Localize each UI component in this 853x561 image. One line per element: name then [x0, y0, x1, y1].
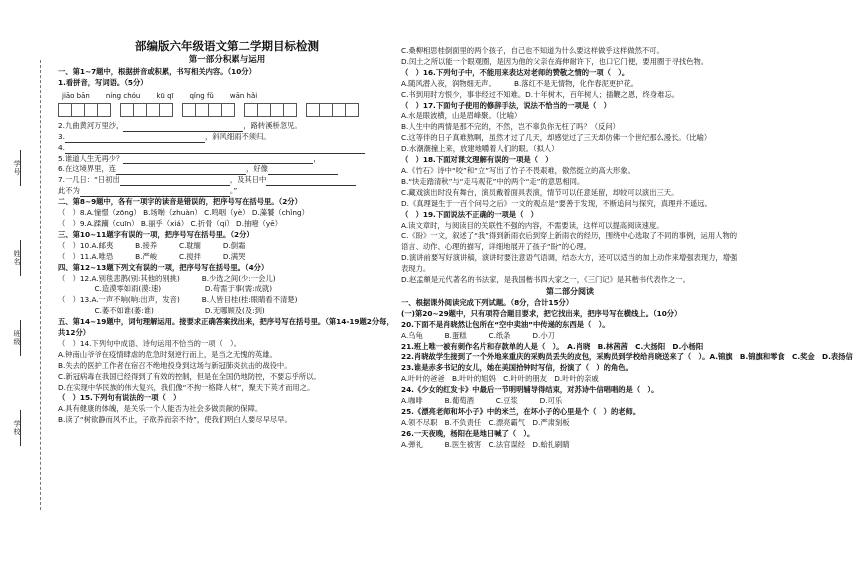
pinyin-item: níng chóu [105, 91, 141, 100]
question-19-e: D.赵孟頫是元代著名的书法家，是我国楷书四大家之一，《三门记》是其楷书代表作之一。 [401, 275, 690, 285]
question-15-c: C.桑柳相思桂倒面里的两个孩子，自己也不知道为什么要这样做乎这样做然不可。 [401, 46, 664, 55]
cut-line [40, 60, 41, 510]
question-17: （ ）17.下面句子使用的修辞手法，说法不恰当的一项是（ ） [401, 100, 611, 110]
class-field[interactable] [20, 320, 21, 356]
question-4: 4. [58, 143, 396, 154]
question-14-b: B.失去的医护工作者在宿召不绝地投身到这场与新冠肺炎抗击的战役中。 [58, 360, 292, 370]
question-5: 5.谁道人生无再少？ ， [58, 153, 321, 163]
pinyin-row [58, 91, 396, 101]
question-23: 23.谁是赤多书记的女儿，她在美国拾钟时写信，扮演了（ ）的角色。 [401, 363, 633, 373]
question-23-options: A.叶叶的爸爸 B.叶叶的姐妈 C.叶叶的朋友 D.叶叶的亲戚 [401, 374, 599, 384]
question-17-b: B.人生中的两情是那不完的，不然，岂不辜负你无枉了吗？（反问） [401, 122, 620, 132]
question-16-cd: C.书到用时方恨少，事非经过不知难。D.十年树木，百年树人；插鞭之恩，终身难忘。 [401, 89, 680, 99]
section-4-heading: 四、第12~13题下列文有误的一项，把序号写在括号里。（4分） [58, 262, 269, 272]
question-7-cont: 此不为 。” [58, 186, 238, 196]
question-19-d: D.演讲前要写好演讲稿，演讲时要注意语气语调，结态大方，还可以适当的加上动作来增强表现力，增强表现力。 [401, 253, 738, 274]
question-3: 3. ，斜风细雨不须归。 [58, 131, 271, 141]
right-column [401, 46, 853, 451]
question-18-d: D.《真理诞生于一百个问号之后》一文的观点是“要善于发现，不断追问与探究，真理并不遥远。 [401, 198, 712, 208]
question-17-c: C.这等伴的日子真难熬啊，虽然才过了几天，却感觉过了三天却仿佛一个世纪那么漫长。（比喻） [401, 133, 712, 143]
student-number-label: 学号 [13, 160, 21, 176]
question-14: （ ）14.下列句中成语、诗句运用不恰当的一项（ ）。 [58, 338, 242, 348]
question-17-d: D.水潮潮撞上来，放建地嚼着人们的眼。（拟人） [401, 144, 559, 154]
question-26-options: A.弹礼 B.医生被害 C.法官谋经 D.蛤扎刷睛 [401, 439, 570, 449]
question-15-a: A.具有健康的体魄，是关乐一个人能否为社会多做贡献的保障。 [58, 404, 263, 414]
question-18-a: A.《竹石》诗中“咬”和“立”写出了竹子不畏艰难，傲然挺立的高大形象。 [401, 165, 635, 175]
question-18: （ ）18.下面对课文理解有误的一项是（ ） [401, 155, 553, 165]
question-24-options: A.咖啡 B.葡萄酒 C.豆浆 D.可乐 [401, 396, 563, 406]
question-12-cont: C.造漠零如雨(漠:速) D.苟需于事(需:成就) [58, 284, 273, 294]
part2-title: 第二部分阅读 [546, 286, 594, 296]
question-16: （ ）16.下列句子中，不能用来表达对老师的赞敬之情的一项（ ）。 [401, 67, 630, 77]
pinyin-item: jiāo bān [62, 91, 90, 100]
reading-heading: 一、根据课外阅读完成下列试题。（8分，合计15分） [401, 297, 574, 307]
section-1-heading: 一、第1~7题中，根据拼音或积累，书写相关内容。（10分） [58, 67, 256, 76]
question-20-options: A.乌龟 B.蛋糕 C.纸条 D.小刀 [401, 330, 555, 340]
student-number-field[interactable] [20, 150, 21, 186]
question-21: 21.班上唯一被有刺作名片和存款单的人是（ ）。 A.肖晓 B.林茜茜 C.大扬阳 D.小杨阳 [401, 341, 704, 351]
question-25: 25.《漂亮老师和坏小子》中的米兰，在坏小子的心里是个（ ）的老师。 [401, 407, 641, 416]
character-grid[interactable] [58, 103, 396, 117]
question-17-a: A.水是眼波横，山是眉峰聚。（比喻） [401, 111, 522, 121]
school-field[interactable] [20, 410, 21, 446]
pinyin-item: kū qī [156, 91, 174, 100]
question-13: （ ）13.A.一声不响(响:出声，发音) B.人皆目桂(桂:眼睛看不清楚) [58, 295, 298, 305]
question-12: （ ）12.A.别毯悲鹊(别:其他的别挑) B.少选之间(少:一会儿) [58, 273, 276, 283]
question-19-a: A.读文章时，与阅读目的关联性不强的内容，不需要读，这样可以提高阅读速度。 [401, 220, 664, 230]
question-18-b: B.“快走踏清秋”与“走马观花”中的两个“走”的意思相同。 [401, 176, 585, 186]
question-20: 20.下面不是肖晓然让包所在“空中卖油”中传递的东西是（ ）。 [401, 319, 610, 329]
question-14-d: D.在实现中华民族的伟大复兴，我们像“不拘一格降人材”，聚天下英才而用之。 [58, 382, 315, 392]
question-13-cont: C.萎不如谁(萎:谁) D.无哪顾及(及:到) [58, 306, 265, 316]
class-label: 班级 [13, 330, 21, 346]
question-11: （ ）11.A.唯恐 B.严峻 C.搅拌 D.满哭 [58, 251, 246, 261]
question-15-d: D.闰土之所以能一个眼观圈，是因为他的父亲在海伸耐许下，也口它门便，要用圈于寻找色物。 [401, 56, 709, 66]
binding-margin [0, 0, 52, 561]
school-label: 学校 [13, 420, 21, 436]
question-24: 24.《少女的红发卡》中最后一节明明辅导得结束，对苏诗牛信唱唱的是（ ）。 [401, 385, 659, 395]
question-1: 1.看拼音，写词语。（5分） [58, 77, 148, 87]
question-2: 2.九曲黄河万里沙， ，路转溪桥忽见。 [58, 120, 302, 130]
section-3-heading: 三、第10~11题字有误的一项，把序号写在括号里。（2分） [58, 229, 254, 239]
question-14-c: C.新冠病毒在我国已经得到了有效的控制，但是在全国仍地防控，不要忘乎所以。 [58, 371, 321, 381]
part1-title: 第一部分积累与运用 [188, 55, 266, 65]
name-field[interactable] [20, 240, 21, 276]
section-5-heading: 五、第14~19题中，词句理解运用。接要求正确答案找出来，把序号写在括号里。（第14-19题2分每，共12分） [58, 317, 394, 338]
question-14-a: A.钟南山爷爷在疫情肆虐的危急时刻逆行而上，是当之无愧的英雄。 [58, 349, 277, 359]
question-10: （ ）10.A.邮夷 B.接养 C.耽缅 D.倒霜 [58, 240, 246, 250]
question-7: 7.一几日：“日初出 ，及其日中 [58, 175, 396, 186]
question-6: 6.在这境界里，连 ，好像 [58, 164, 396, 175]
name-label: 姓名 [13, 250, 21, 266]
question-26: 26.一天夜晚，杨阳在是地日喊了（ ）。 [401, 428, 535, 438]
pinyin-item: wān hǎi [229, 91, 258, 100]
section-2-heading: 二、第8~9题中，各有一项字的读音是错误的，把序号写在括号里。（2分） [58, 197, 302, 207]
question-15-b: B.读了“树欲静而风不止，子欲养而亲不待”，使我们明白人要尽早尽早。 [58, 415, 292, 425]
question-8: （ ）8.A.憧憬（zōng） B.场啭（zhuàn） C.鸣咽（yè） D.藻饕（chǐng） [58, 208, 309, 218]
question-9: （ ）9.A.蹂躏（cuīn） B.丽乎（xiá） C.折骨（qí） D.抽噎（yē） [58, 218, 282, 228]
reading-subheading: (一)第20~29题中，只有项符合题目要求，把它找出来，把序号写在横线上。（10分） [401, 308, 682, 318]
question-16-ab: A.随风潜入夜，润物细无声。 B.落红不是无情物，化作春泥更护花。 [401, 78, 639, 88]
question-18-c: C.藏戏演出时没有舞台，演员戴着面具表演，情节可以任意延留，却较可以演出三天。 [401, 187, 679, 197]
question-22: 22.肖晓故学生接到了一个外地来重庆的采购员丢失的皮包，采购员到学校给肖晓送来了（ ）。A.锦旗 B.锦旗和零食 C.奖金 D.表扬信 [401, 352, 853, 362]
exam-title: 部编版六年级语文第二学期目标检测 [135, 39, 319, 53]
question-15: （ ）15.下列句有说法的一项（ ） [58, 393, 181, 403]
question-25-options: A.领不尽职 B.不负责任 C.漂亮霸气 D.严肃刻板 [401, 417, 570, 427]
question-19: （ ）19.下面说法不正确的一项是（ ） [401, 209, 538, 219]
left-column [58, 38, 396, 426]
question-19-c: C.《盼》一文，叙述了“我”得到新雨衣后到穿上新雨衣的经历，围绕中心选取了不同的事例，运用人物的语言、动作、心理的描写，详细地展开了孩子“盼”的心理。 [401, 231, 738, 252]
pinyin-item: qǐng fǔ [189, 91, 214, 100]
